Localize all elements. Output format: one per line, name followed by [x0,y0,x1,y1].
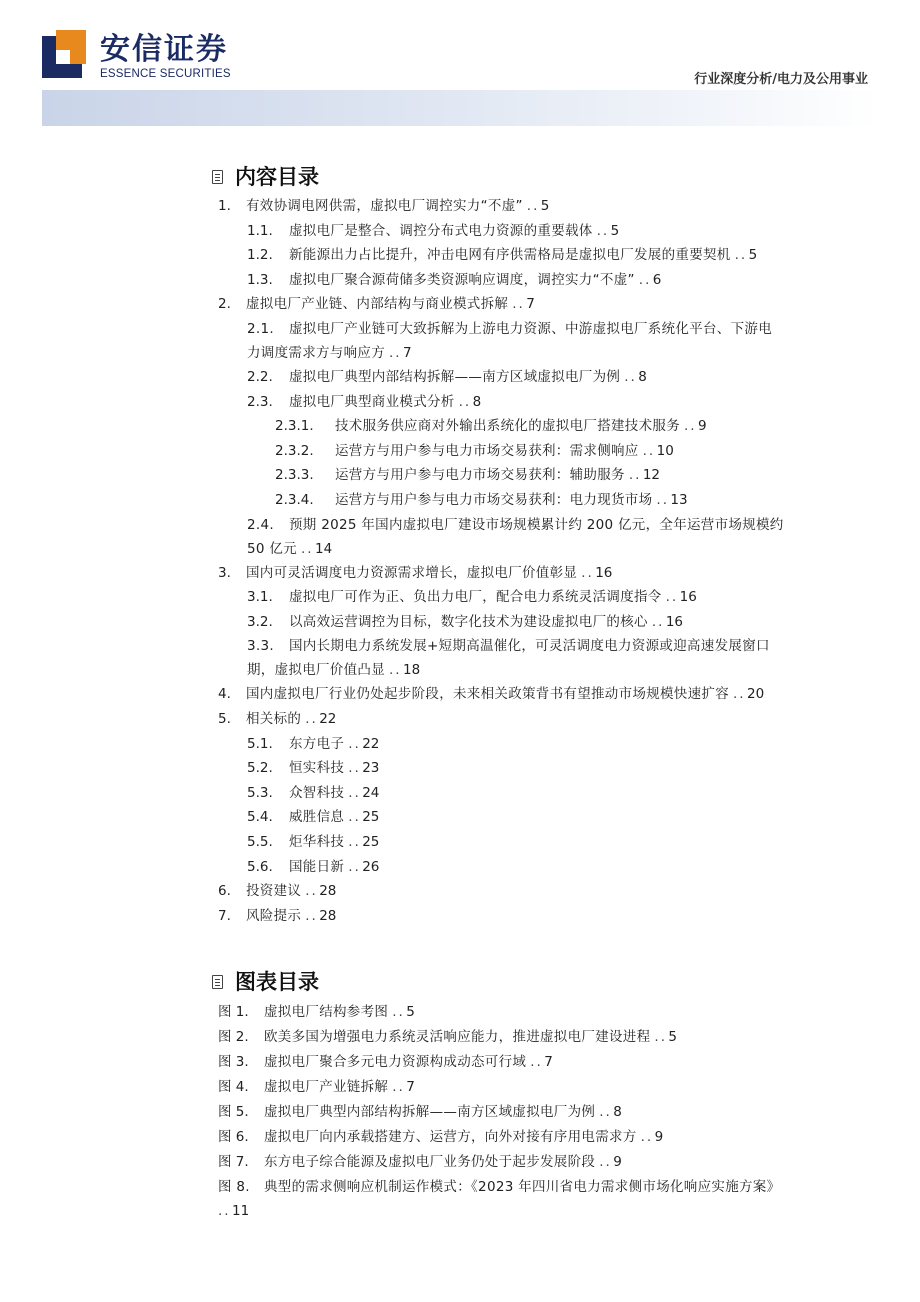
figure-entry-page: 9 [654,1129,664,1145]
figure-entry-page: 11 [232,1203,250,1219]
leader-dots [652,610,662,634]
toc-entry-text: 技术服务供应商对外输出系统化的虚拟电厂搭建技术服务 [335,418,680,435]
toc-entry-number: 3.2. [247,613,273,630]
toc-entry-number: 1.2. [247,247,273,264]
toc-entry-text: 虚拟电厂典型内部结构拆解——南方区域虚拟电厂为例 [289,369,621,385]
toc-entry-page: 28 [319,907,337,924]
toc-entry-number: 4. [218,686,231,703]
leader-dots [581,561,591,585]
leader-dots [392,1000,402,1024]
toc-entry-page: 28 [319,883,337,900]
toc-entry-number: 1. [218,198,231,214]
toc-entry-number: 5.3. [247,784,273,801]
toc-entry-text: 虚拟电厂聚合源荷储多类资源响应调度，调控实力“不虚” [289,271,635,288]
toc-entry-number: 2.4. [247,516,274,533]
leader-dots [389,658,399,682]
figure-entry-page: 5 [668,1029,677,1045]
toc-entry-text: 国内可灵活调度电力资源需求增长，虚拟电厂价值彰显 [246,564,578,581]
figure-entry-text: 虚拟电厂向内承载搭建方、运营方，向外对接有序用电需求方 [264,1129,637,1145]
brand-name: 安信证券 [100,32,228,67]
figure-entry-number: 图 6. [218,1129,249,1145]
toc-entry-page: 7 [526,296,535,313]
toc-entry-text: 虚拟电厂产业链、内部结构与商业模式拆解 [246,296,509,313]
toc-entry-page: 8 [638,369,647,385]
figure-entry-text: 虚拟电厂聚合多元电力资源构成动态可行域 [264,1054,527,1070]
figure-entry-number: 图 3. [218,1054,249,1070]
toc-entry-text: 运营方与用户参与电力市场交易获利：辅助服务 [335,467,625,484]
toc-entry-text: 投资建议 [246,883,302,900]
toc-entry-page: 16 [595,564,613,581]
toc-entry-number: 2.2. [247,369,273,385]
essence-logo [42,30,86,80]
toc-entry-number: 6. [218,883,231,900]
leader-dots [530,1050,540,1074]
toc-entry-text: 运营方与用户参与电力市场交易获利：电力现货市场 [335,492,653,508]
toc-entry-page: 23 [362,760,380,777]
toc-entry-page: 25 [362,834,380,850]
leader-dots [684,414,694,438]
toc-entry-number: 2.3.1. [275,418,314,435]
figure-entry-page: 5 [406,1004,415,1020]
figure-entry-text: 东方电子综合能源及虚拟电厂业务仍处于起步发展阶段 [264,1154,596,1170]
leader-dots [624,365,634,389]
leader-dots [348,756,358,780]
leader-dots [641,1125,651,1149]
toc-entry-number: 5.4. [247,809,273,826]
figure-entry-number: 图 8. [218,1179,250,1195]
leader-dots [666,585,676,609]
leader-dots [392,1075,402,1099]
brand-name-en: ESSENCE SECURITIES [100,68,231,80]
toc-entry-text: 虚拟电厂可作为正、负出力电厂，配合电力系统灵活调度指令 [289,589,662,606]
toc-entry-text: 以高效运营调控为目标，数字化技术为建设虚拟电厂的核心 [289,613,648,630]
toc-entry-number: 3.3. [247,638,274,655]
toc-heading: 内容目录 [212,162,319,190]
leader-dots [733,682,743,706]
toc-entry-page: 9 [698,418,707,435]
toc-entry-text: 有效协调电网供需，虚拟电厂调控实力“不虚” [246,198,523,214]
toc-entry-number: 3.1. [247,589,273,606]
figure-entry-page: 7 [544,1054,553,1070]
figures-heading: 图表目录 [212,967,319,995]
toc-entry-number: 5.6. [247,858,273,875]
toc-entry-page: 8 [472,393,482,410]
leader-dots [527,194,537,218]
toc-entry-text: 国能日新 [289,858,345,875]
figure-entry-number: 图 2. [218,1029,249,1045]
toc-entry-number: 7. [218,907,231,924]
leader-dots [629,463,639,487]
toc-entry-text: 虚拟电厂产业链可大致拆解为上游电力资源、中游虚拟电厂系统化平台、下游电 [289,321,772,337]
toc-entry-text: 预期 2025 年国内虚拟电厂建设市场规模累计约 200 亿元，全年运营市场规模约 [289,516,784,533]
leader-dots [512,292,522,316]
leader-dots [348,805,358,829]
figure-entry-page: 9 [613,1154,622,1170]
leader-dots [218,1199,228,1223]
toc-entry-text: 风险提示 [246,907,302,924]
toc-entry-text: 威胜信息 [289,809,345,826]
toc-entry-page: 10 [656,442,674,459]
leader-dots [639,268,649,292]
toc-entry-text: 虚拟电厂典型商业模式分析 [289,393,455,410]
toc-entry-page: 22 [319,711,337,727]
toc-entry-number: 5.1. [247,735,273,752]
toc-entry-page: 22 [362,735,380,752]
figure-entry-text: 虚拟电厂结构参考图 [264,1004,389,1020]
toc-entry-number: 5. [218,711,231,727]
toc-entry-number: 1.3. [247,271,273,288]
document-icon [212,170,223,184]
toc-entry-text: 期，虚拟电厂价值凸显 [247,662,385,679]
toc-entry-page: 25 [362,809,380,826]
toc-entry-page: 7 [403,345,412,361]
leader-dots [599,1150,609,1174]
toc-entry-number: 5.5. [247,834,273,850]
toc-entry-text: 东方电子 [289,735,345,752]
toc-entry-page: 18 [403,662,421,679]
figure-entry-page: 7 [406,1079,415,1095]
toc-entry-page: 13 [670,492,688,508]
figure-entry-number: 图 5. [218,1104,249,1120]
report-type: 行业深度分析/电力及公用事业 [694,72,868,87]
figure-entry-number: 图 1. [218,1004,249,1020]
toc-entry-text: 恒实科技 [289,760,345,777]
leader-dots [654,1025,664,1049]
toc-entry-text: 50 亿元 [247,540,297,557]
toc-entry-page: 16 [665,613,683,630]
toc-entry-page: 24 [362,784,380,801]
leader-dots [305,904,315,928]
leader-dots [348,830,358,854]
leader-dots [305,707,315,731]
toc-entry-page: 12 [642,467,660,484]
toc-entry-number: 1.1. [247,222,273,239]
toc-entry-page: 5 [540,198,550,214]
leader-dots [599,1100,609,1124]
toc-entry-text: 相关标的 [246,711,302,727]
toc-entry-text: 运营方与用户参与电力市场交易获利：需求侧响应 [335,442,639,459]
figure-entry-page: 8 [613,1104,622,1120]
toc-entry-page: 5 [610,222,620,239]
figure-entry-number: 图 7. [218,1154,249,1170]
leader-dots [348,781,358,805]
toc-entry-page: 5 [748,247,758,264]
leader-dots [305,879,315,903]
toc-entry-page: 14 [314,540,333,557]
figure-entry-text: 欧美多国为增强电力系统灵活响应能力，推进虚拟电厂建设进程 [264,1029,651,1045]
leader-dots [643,439,653,463]
toc-entry-number: 2.3. [247,393,273,410]
toc-entry-text: 新能源出力占比提升，冲击电网有序供需格局是虚拟电厂发展的重要契机 [289,247,731,264]
leader-dots [348,732,358,756]
leader-dots [597,219,607,243]
toc-entry-text: 力调度需求方与响应方 [247,345,385,361]
toc-entry-number: 2.3.3. [275,467,314,484]
toc-entry-number: 3. [218,564,231,581]
figure-entry-text: 虚拟电厂产业链拆解 [264,1079,389,1095]
leader-dots [348,855,358,879]
toc-entry-page: 6 [652,271,662,288]
toc-entry-page: 26 [362,858,380,875]
figure-entry-text: 典型的需求侧响应机制运作模式：《2023 年四川省电力需求侧市场化响应实施方案》 [264,1179,781,1195]
figure-entry-number: 图 4. [218,1079,249,1095]
toc-entry-text: 炬华科技 [289,834,345,850]
toc-entry-page: 20 [747,686,765,703]
leader-dots [301,537,311,561]
header-banner [42,90,878,126]
toc-entry-number: 2. [218,296,231,313]
toc-entry-text: 国内长期电力系统发展+短期高温催化，可灵活调度电力资源或迎高速发展窗口 [289,638,770,655]
leader-dots [735,243,745,267]
figure-entry-text: 虚拟电厂典型内部结构拆解——南方区域虚拟电厂为例 [264,1104,596,1120]
leader-dots [389,341,399,365]
toc-entry-number: 2.1. [247,321,274,337]
toc-entry-page: 16 [679,589,697,606]
toc-entry-text: 虚拟电厂是整合、调控分布式电力资源的重要载体 [289,222,593,239]
document-icon [212,975,223,989]
toc-entry-number: 5.2. [247,760,273,777]
toc-entry-number: 2.3.4. [275,492,314,508]
toc-entry-number: 2.3.2. [275,442,314,459]
leader-dots [656,488,666,512]
toc-entry-text: 国内虚拟电厂行业仍处起步阶段，未来相关政策背书有望推动市场规模快速扩容 [246,686,729,703]
leader-dots [459,390,469,414]
toc-entry-text: 众智科技 [289,784,345,801]
